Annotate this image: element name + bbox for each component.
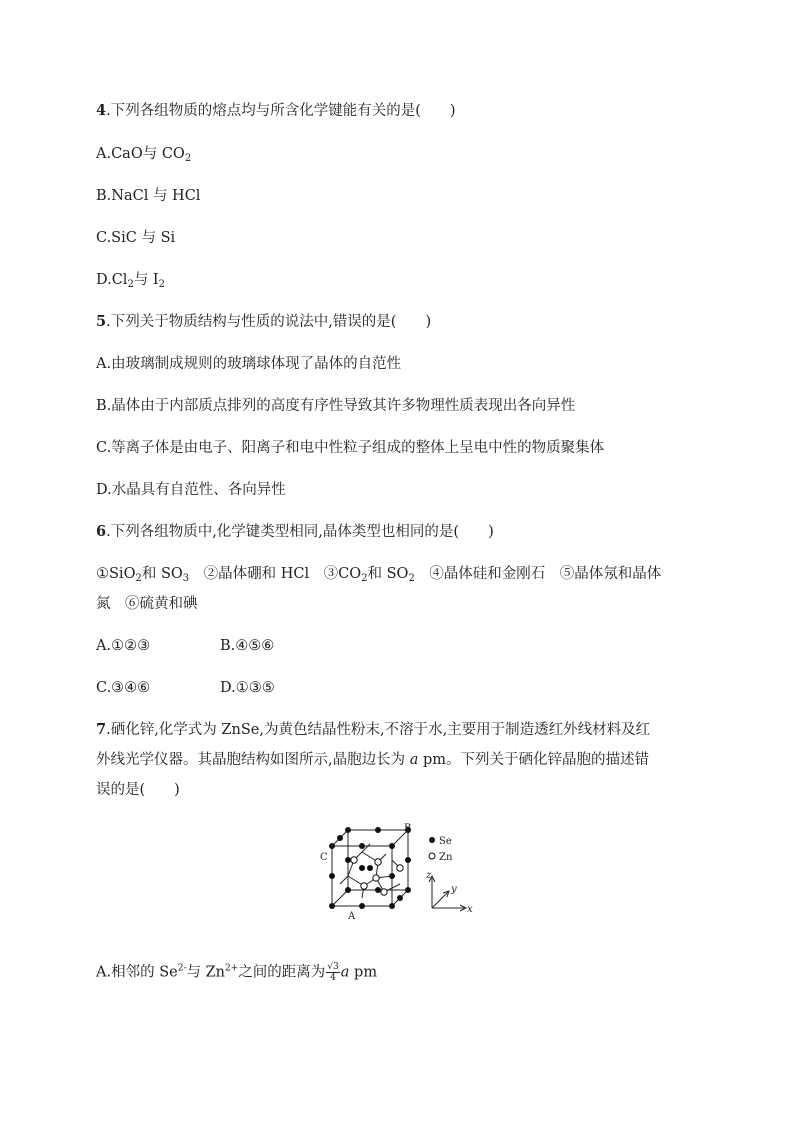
q7-number: 7 (96, 721, 107, 738)
znse-unit-cell-figure (318, 822, 478, 922)
legend-zn-marker (429, 853, 435, 859)
q5-stem: 5.下列关于物质结构与性质的说法中,错误的是( ) (96, 313, 432, 330)
q7-stem-line1: 7.硒化锌,化学式为 ZnSe,为黄色结晶性粉末,不溶于水,主要用于制造透红外线材料及红 (96, 721, 651, 738)
q6-option-c: C.③④⑥ (96, 680, 151, 696)
legend-se-marker (429, 837, 435, 843)
distance-fraction: $\frac{√3}{4}$ (327, 962, 339, 983)
legend-se-label: Se (439, 836, 452, 847)
q5-option-c: C.等离子体是由电子、阳离子和电中性粒子组成的整体上呈电中性的物质聚集体 (96, 440, 605, 456)
figure-label-a: A (348, 911, 356, 922)
q5-number: 5 (96, 313, 107, 330)
q5-option-d: D.水晶具有自范性、各向异性 (96, 482, 286, 498)
q5-option-a: A.由玻璃制成规则的玻璃球体现了晶体的自范性 (96, 356, 402, 372)
q7-stem-line2: 外线光学仪器。其晶胞结构如图所示,晶胞边长为 a pm。下列关于硒化锌晶胞的描述错 (96, 752, 650, 768)
q4-stem: 4.下列各组物质的熔点均与所含化学键能有关的是( ) (96, 102, 456, 119)
q6-stem: 6.下列各组物质中,化学键类型相同,晶体类型也相同的是( ) (96, 523, 494, 540)
figure-label-c: C (320, 852, 328, 863)
q4-number: 4 (96, 102, 107, 119)
q7-stem-line3: 误的是( ) (96, 782, 180, 798)
legend-zn-label: Zn (439, 852, 453, 863)
q6-items-line2: 氮 ⑥硫黄和碘 (96, 596, 198, 612)
axis-y-label: y (451, 884, 457, 895)
figure-label-b: B (404, 823, 412, 834)
q6-option-a: A.①②③ (96, 638, 151, 654)
axis-z-label: z (426, 870, 432, 881)
axis-x-label: x (467, 904, 473, 915)
q5-option-b: B.晶体由于内部质点排列的高度有序性导致其许多物理性质表现出各向异性 (96, 398, 576, 414)
q6-items: ①SiO$_2$和 $SO_3$ ②晶体硼和 HCl $③CO_2$和 $SO_2$ ④晶体硅和金刚石 ⑤晶体氖和晶体 (96, 566, 662, 584)
q7-option-a: A.相邻的 $Se^{2-}$与 $Zn^{2+}$之间的距离为 $\frac{√3}{4}$ a pm (96, 962, 378, 983)
q6-option-d: D.①③⑤ (220, 680, 275, 696)
q4-option-b: B.NaCl 与 HCl (96, 188, 201, 204)
q4-option-d: $D.Cl_2$与 $I_2$ (96, 272, 166, 290)
q6-number: 6 (96, 523, 107, 540)
axis-y-line (432, 892, 448, 908)
q4-option-a: A.CaO与 $CO_2$ (96, 146, 192, 164)
q4-option-c: C.SiC 与 Si (96, 230, 176, 246)
q6-option-b: B.④⑤⑥ (220, 638, 275, 654)
